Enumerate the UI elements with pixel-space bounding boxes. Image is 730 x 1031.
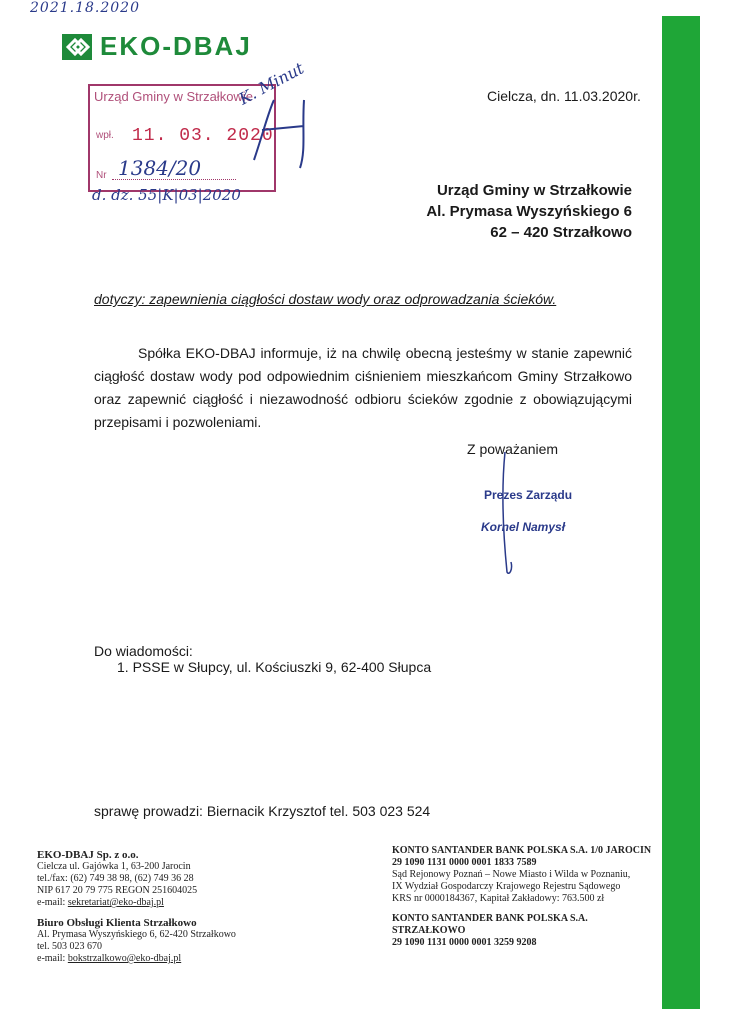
recipient-line-1: Urząd Gminy w Strzałkowie xyxy=(436,182,632,199)
recipient-address xyxy=(380,180,632,243)
dateline: Cielcza, dn. 11.03.2020r. xyxy=(487,88,641,104)
subject-line: dotyczy: zapewnienia ciągłości dostaw wody oraz odprowadzania ścieków. xyxy=(94,291,557,307)
footer-company-name: EKO-DBAJ Sp. z o.o. xyxy=(37,849,139,861)
footer-account-2: 29 1090 1131 0000 0001 3259 9208 xyxy=(392,937,537,948)
signature-name: Kornel Namysł xyxy=(481,520,566,534)
footer-email-label: e-mail: xyxy=(37,897,66,908)
handled-by: sprawę prowadzi: Biernacik Krzysztof tel. 503 023 524 xyxy=(94,803,431,819)
footer-bank-1: KONTO SANTANDER BANK POLSKA S.A. 1/0 JAROCIN xyxy=(392,845,652,856)
cc-item: 1. PSSE w Słupcy, ul. Kościuszki 9, 62-400 Słupca xyxy=(117,659,432,675)
stamp-title: Urząd Gminy w Strzałkowie xyxy=(94,89,253,104)
green-side-bar xyxy=(662,16,700,1009)
logo-icon xyxy=(62,34,92,60)
closing: Z poważaniem xyxy=(467,441,559,457)
logo-text: EKO-DBAJ xyxy=(100,31,252,61)
footer-office-email-row xyxy=(37,953,307,965)
body-paragraph: Spółka EKO-DBAJ informuje, iż na chwilę obecną jesteśmy w stanie zapewnić ciągłość dostaw wody pod odpowiednim ciśnieniem mieszkańcom Gminy Strzałkowo oraz zapewnić ciągłość i niezawodność odbioru ścieków zgodnie z obowiązującymi przepisami i pozwoleniami. xyxy=(94,345,632,430)
footer-email-row xyxy=(37,897,307,909)
cc-label: Do wiadomości: xyxy=(94,643,193,659)
footer-office-phone: tel. 503 023 670 xyxy=(37,941,102,952)
signature-mark-icon xyxy=(244,90,334,170)
footer-bank-2: KONTO SANTANDER BANK POLSKA S.A. STRZAŁKOWO xyxy=(392,913,588,936)
stamp-date: 11. 03. 2020 xyxy=(132,126,274,146)
footer-krs: KRS nr 0000184367, Kapitał Zakładowy: 763.500 zł xyxy=(392,893,605,904)
handwritten-scrawl: K. Minut xyxy=(235,58,307,109)
footer-court-1: Sąd Rejonowy Poznań – Nowe Miasto i Wilda w Poznaniu, xyxy=(392,869,631,880)
footer-court-2: IX Wydział Gospodarczy Krajowego Rejestru Sądowego xyxy=(392,881,621,892)
stamp-nr-handwritten: 1384/20 xyxy=(118,156,202,180)
footer-ids: NIP 617 20 79 775 REGON 251604025 xyxy=(37,885,198,896)
recipient-line-2: Al. Prymasa Wyszyńskiego 6 xyxy=(426,203,632,220)
stamp-nr-label: Nr xyxy=(96,170,107,181)
footer-phone: tel./fax: (62) 749 38 98, (62) 749 36 28 xyxy=(37,873,194,884)
footer-email-link[interactable]: sekretariat@eko-dbaj.pl xyxy=(67,897,164,908)
footer-account-1: 29 1090 1131 0000 0001 1833 7589 xyxy=(392,857,537,868)
footer-office-title: Biuro Obsługi Klienta Strzałkowo xyxy=(37,917,197,929)
footer-company-info xyxy=(37,849,307,965)
handwritten-top-note: 2021.18.2020 xyxy=(30,0,140,16)
footer-office-email-link[interactable]: bokstrzalkowo@eko-dbaj.pl xyxy=(67,953,182,964)
footer-bank-info xyxy=(392,845,654,949)
handwritten-reference: d. dz. 55|K|03|2020 xyxy=(92,186,241,204)
recipient-line-3: 62 – 420 Strzałkowo xyxy=(490,224,632,241)
footer-address: Cielcza ul. Gajówka 1, 63-200 Jarocin xyxy=(37,861,191,872)
stamp-wpl-label: wpł. xyxy=(96,130,114,141)
signature-position: Prezes Zarządu xyxy=(484,488,573,502)
company-logo xyxy=(62,31,252,62)
footer-office-address: Al. Prymasa Wyszyńskiego 6, 62-420 Strzałkowo xyxy=(37,929,236,940)
signature-stroke-icon xyxy=(497,452,517,577)
footer-office-email-label: e-mail: xyxy=(37,953,66,964)
